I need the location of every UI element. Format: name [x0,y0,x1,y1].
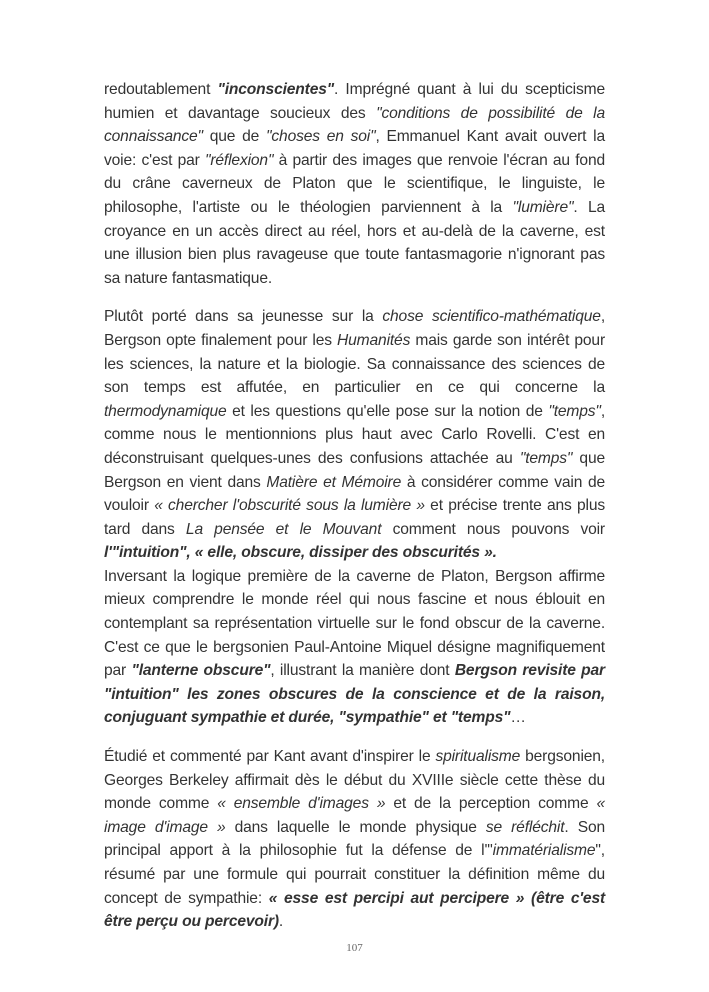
text-run: bergsonien, Georges Berkeley affirmait dès le début du XVIIIe siècle cette thèse du monde comme [104,748,605,813]
italic-text-run: se réfléchit [485,818,565,836]
text-run: comment nous pouvons voir [381,520,605,538]
text-run: et les questions qu'elle pose sur la notion de [226,402,549,420]
bold-italic-text-run: l'"intuition", « elle, obscure, dissiper des obscurités ». [104,544,497,562]
text-run: . Imprégné quant à lui du scepticisme humien et davantage soucieux des [104,81,605,122]
text-run: . La croyance en un accès direct au réel, hors et au-delà de la caverne, est une illusion bien plus ravageuse que toute fantasmagorie n'ignorant pas sa nature fantasmatique. [104,198,605,287]
text-run: , Emmanuel Kant avait ouvert la voie: c'est par [104,128,605,169]
page-number: 107 [346,942,363,954]
bold-italic-text-run: "inconscientes" [217,81,335,98]
italic-text-run: spiritualisme [435,748,521,766]
italic-text-run: "réflexion" [204,151,274,169]
paragraph-bergson [104,305,605,730]
italic-text-run: thermodynamique [104,402,227,420]
text-run: et précise trente ans plus tard dans [104,497,605,538]
italic-text-run: Humanités [337,331,411,349]
italic-text-run: La pensée et le Mouvant [185,520,382,538]
document-page [104,78,605,934]
italic-text-run: immatérialisme [492,842,596,860]
text-run: ", résumé par une formule qui pourrait constituer la définition même du concept de sympathie: [104,842,605,907]
text-run: , illustrant la manière dont [270,662,455,680]
italic-text-run: « ensemble d'images » [217,795,386,813]
text-run: . Son principal apport à la philosophie fut la défense de l'" [104,818,605,860]
text-run: que Bergson en vient dans [104,449,605,491]
text-run: et de la perception comme [385,795,597,813]
text-run: . [278,913,284,931]
text-run: à considérer comme vain de vouloir [104,473,605,515]
italic-text-run: « image d'image » [104,795,605,836]
text-run: Inversant la logique première de la caverne de Platon, Bergson affirme mieux comprendre le monde réel qui nous fascine et nous éblouit en contemplant sa représentation virtuelle sur le fond obscur de la caverne. C'est ce que le bergsonien Paul-Antoine Miquel désigne magnifiquement par [104,567,605,680]
bold-italic-text-run: "lanterne obscure" [131,662,271,680]
text-run: dans laquelle le monde physique [225,818,486,836]
text-run: , comme nous le mentionnions plus haut avec Carlo Rovelli. C'est en déconstruisant quelques-unes des confusions attachée au [104,402,605,467]
paragraph-berkeley [104,745,605,934]
italic-text-run: "choses en soi" [266,128,376,146]
italic-text-run: Matière et Mémoire [266,473,402,491]
italic-text-run: "lumière" [512,198,574,216]
italic-text-run: "conditions de possibilité de la connaissance" [104,104,605,146]
text-run: , Bergson opte finalement pour les [104,308,606,349]
text-run: redoutablement [104,81,218,98]
text-run: … [510,709,526,727]
italic-text-run: chose scientifico-mathématique [382,308,601,326]
text-run: que de [202,128,267,146]
text-run: Plutôt porté dans sa jeunesse sur la [104,308,383,326]
bold-italic-text-run: Bergson revisite par "intuition" les zones obscures de la conscience et de la raison, conjuguant sympathie et durée, "sympathie" et "temps" [104,662,605,727]
text-run: Étudié et commenté par Kant avant d'inspirer le [104,748,436,766]
text-run: mais garde son intérêt pour les sciences, la nature et la biologie. Sa connaissance des sciences de son temps est affutée, en particulier en ce qui concerne la [104,331,605,397]
italic-text-run: « chercher l'obscurité sous la lumière » [154,497,425,515]
paragraph-kant [104,78,605,290]
italic-text-run: "temps" [519,449,573,467]
bold-italic-text-run: « esse est percipi aut percipere » (être c'est être perçu ou percevoir) [104,889,606,931]
text-run: à partir des images que renvoie l'écran au fond du crâne caverneux de Platon que le scientifique, le linguiste, le philosophe, l'artiste ou le théologien parviennent à la [104,151,605,216]
italic-text-run: "temps" [548,402,601,420]
